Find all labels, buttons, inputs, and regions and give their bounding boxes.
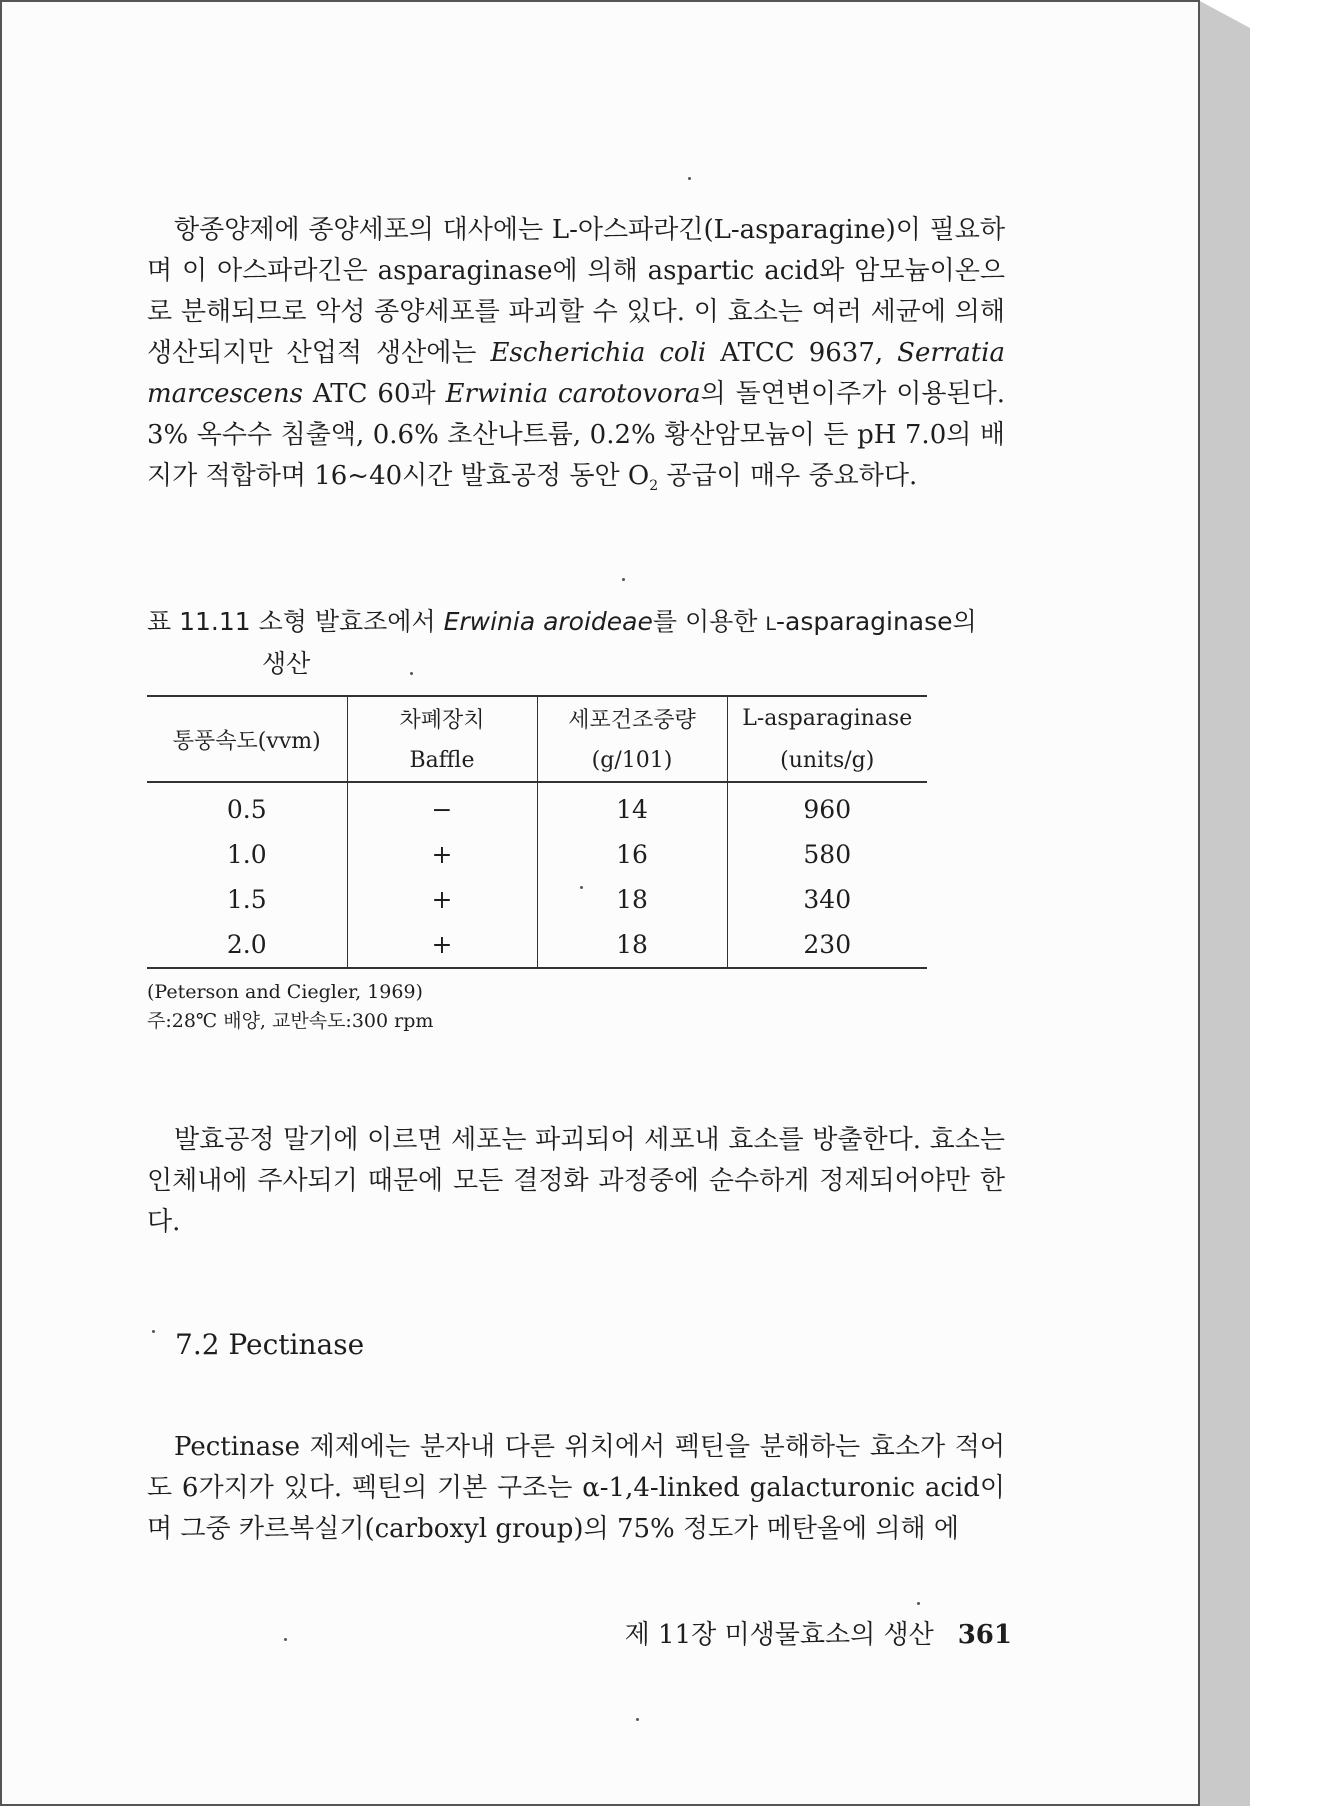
organism-e-coli: Escherichia coli	[490, 338, 707, 368]
header-baffle-en: Baffle	[347, 739, 537, 782]
section-heading: 7.2 Pectinase	[175, 1328, 365, 1361]
scan-speck	[636, 1718, 639, 1721]
header-enzyme-unit: (units/g)	[727, 739, 927, 782]
table-row: 0.5 − 14 960	[147, 782, 927, 832]
book-edge	[1198, 0, 1250, 1806]
scan-speck	[284, 1638, 287, 1641]
table-row: 2.0 + 18 230	[147, 922, 927, 968]
table-source: (Peterson and Ciegler, 1969)	[147, 981, 423, 1003]
scan-speck	[152, 1330, 155, 1333]
data-table	[147, 695, 927, 969]
table-row: 1.0 + 16 580	[147, 832, 927, 877]
organism-serratia: Serratia marcescens	[147, 338, 1005, 409]
paragraph-asparaginase: 항종양제에 종양세포의 대사에는 L-아스파라긴(L-asparagine)이 필요하며 이 아스파라긴은 asparaginase에 의해 aspartic acid와 암모늄이온으로 분해되므로 악성 종양세포를 파괴할 수 있다. 이 효소는 여러 세균에 의해 생산되지만 산업적 생산에는 Escherichia coli ATCC 9637, Serratia marcescens ATC 60과 Erwinia carotovora의 돌연변이주가 이용된다. 3% 옥수수 침출액, 0.6% 초산나트륨, 0.2% 황산암모늄이 든 pH 7.0의 배지가 적합하며 16~40시간 발효공정 동안 $O_2$ 공급이 매우 중요하다.	[147, 215, 1005, 495]
scan-speck	[410, 672, 413, 675]
scan-speck	[688, 177, 691, 180]
paragraph-pectinase: Pectinase 제제에는 분자내 다른 위치에서 펙틴을 분해하는 효소가 적어도 6가지가 있다. 펙틴의 기본 구조는 α-1,4-linked galacturonic acid이며 그중 카르복실기(carboxyl group)의 75% 정도가 메탄올에 의해 에	[147, 1432, 1005, 1544]
header-baffle-ko: 차폐장치	[347, 696, 537, 739]
header-dry-weight-ko: 세포건조중량	[537, 696, 727, 739]
header-aeration: 통풍속도(vvm)	[172, 728, 321, 754]
o2-subscript: 2	[649, 478, 659, 495]
table-note: 주:28℃ 배양, 교반속도:300 rpm	[147, 1010, 434, 1032]
page-footer	[622, 1614, 1012, 1651]
header-enzyme: L-asparaginase	[727, 696, 927, 739]
chapter-title: 제 11장 미생물효소의 생산	[624, 1620, 934, 1650]
table-row: 1.5 + 18 340	[147, 877, 927, 922]
scan-speck	[622, 578, 625, 581]
scan-speck	[580, 886, 583, 889]
paragraph-purification: 발효공정 말기에 이르면 세포는 파괴되어 세포내 효소를 방출한다. 효소는 인체내에 주사되기 때문에 모든 결정화 과정중에 순수하게 정제되어야만 한다.	[147, 1125, 1005, 1237]
table-caption: 표 11.11 소형 발효조에서 Erwinia aroideae를 이용한 L-asparaginase의 생산	[147, 602, 1007, 684]
page-number: 361	[957, 1620, 1012, 1650]
table-caption-line2: 생산	[262, 649, 311, 678]
organism-erwinia: Erwinia carotovora	[445, 379, 701, 409]
header-dry-weight-unit: (g/101)	[537, 739, 727, 782]
scan-speck	[917, 1602, 920, 1605]
